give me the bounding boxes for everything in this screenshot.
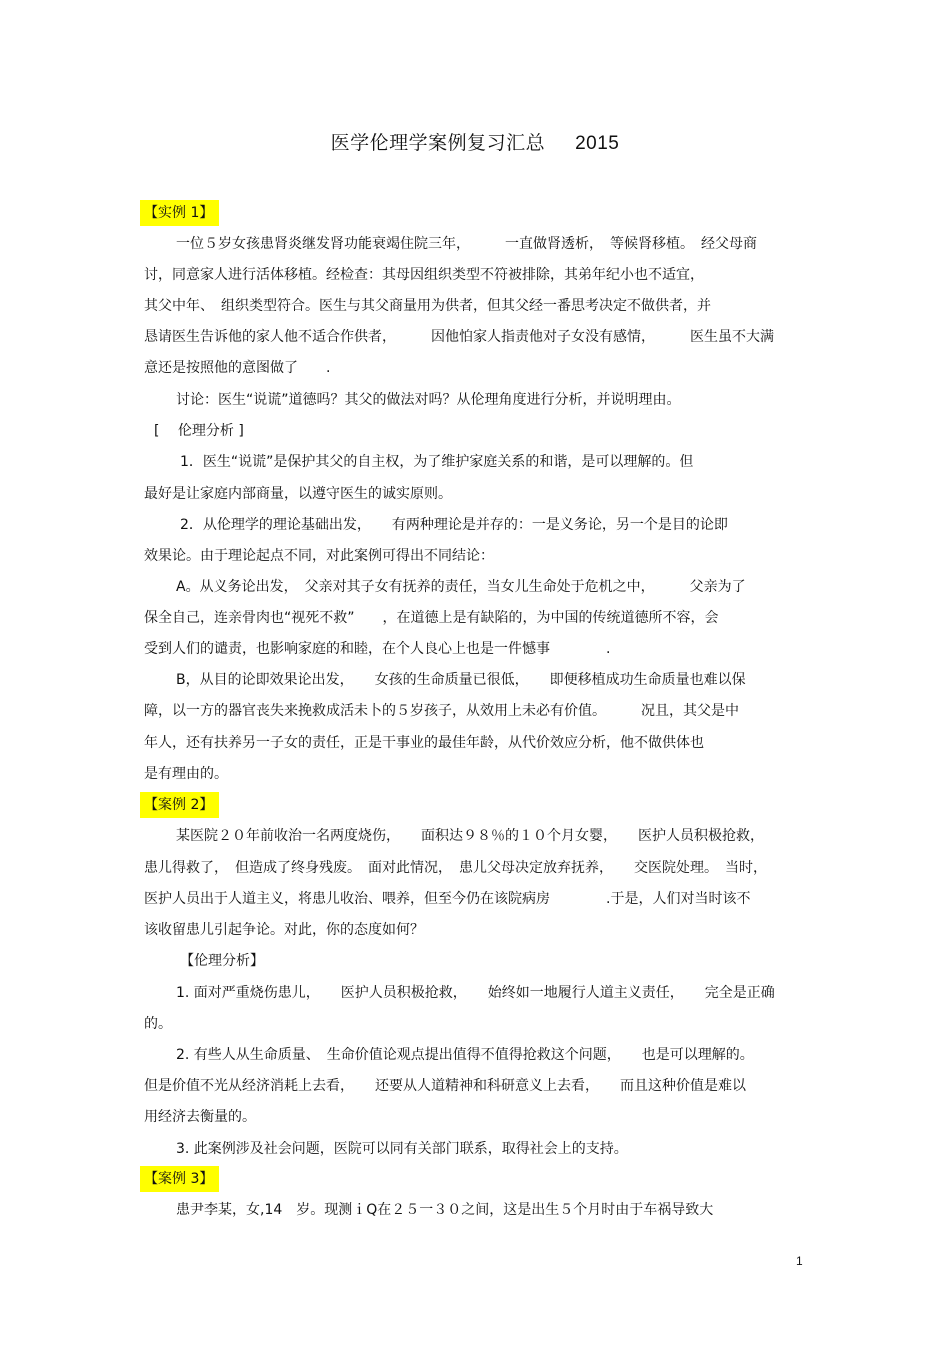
paragraph-line: 一位５岁女孩患肾炎继发肾功能衰竭住院三年， 一直做肾透析， 等候肾移植。 经父母商 bbox=[176, 236, 757, 252]
analysis-heading: [ 伦理分析 ] bbox=[154, 423, 244, 439]
page-number: 1 bbox=[796, 1254, 803, 1268]
paragraph-line: 3. 此案例涉及社会问题，医院可以同有关部门联系，取得社会上的支持。 bbox=[176, 1141, 628, 1157]
paragraph-line: 恳请医生告诉他的家人他不适合作供者， 因他怕家人指责他对子女没有感情， 医生虽不大满 bbox=[144, 329, 774, 345]
paragraph-line: 患儿得救了， 但造成了终身残废。 面对此情况， 患儿父母决定放弃抚养， 交医院处理。 当时， bbox=[144, 860, 767, 876]
case-2-tag: 【案例 2】 bbox=[140, 792, 219, 818]
paragraph-line: 意还是按照他的意图做了 . bbox=[144, 360, 331, 376]
paragraph-line: 用经济去衡量的。 bbox=[144, 1109, 256, 1125]
paragraph-line: 最好是让家庭内部商量，以遵守医生的诚实原则。 bbox=[144, 486, 452, 502]
paragraph-line: 的。 bbox=[144, 1016, 172, 1032]
paragraph-line: 其父中年、 组织类型符合。医生与其父商量用为供者，但其父经一番思考决定不做供者，并 bbox=[144, 298, 711, 314]
paragraph-line: 该收留患儿引起争论。对此，你的态度如何？ bbox=[144, 922, 424, 938]
paragraph-line: 受到人们的谴责，也影响家庭的和睦，在个人良心上也是一件憾事 . bbox=[144, 641, 611, 657]
paragraph-line: B，从目的论即效果论出发， 女孩的生命质量已很低， 即便移植成功生命质量也难以保 bbox=[176, 672, 746, 688]
paragraph-line: 1．医生“说谎”是保护其父的自主权，为了维护家庭关系的和谐，是可以理解的。但 bbox=[180, 454, 694, 470]
analysis-heading: 【伦理分析】 bbox=[180, 953, 264, 969]
paragraph-line: 患尹李某，女,14 岁。现测ｉQ在２５一３０之间，这是出生５个月时由于车祸导致大 bbox=[176, 1202, 714, 1218]
paragraph-line: 效果论。由于理论起点不同，对此案例可得出不同结论： bbox=[144, 548, 494, 564]
case-3-tag: 【案例 3】 bbox=[140, 1166, 219, 1192]
paragraph-line: 保全自己，连亲骨肉也“视死不救” ，在道德上是有缺陷的，为中国的传统道德所不容，会 bbox=[144, 610, 719, 626]
paragraph-line: A。从义务论出发， 父亲对其子女有抚养的责任，当女儿生命处于危机之中， 父亲为了 bbox=[176, 579, 746, 595]
title-text: 医学伦理学案例复习汇总 bbox=[330, 132, 546, 154]
paragraph-line: 2. 有些人从生命质量、 生命价值论观点提出值得不值得抢救这个问题， 也是可以理解的。 bbox=[176, 1047, 754, 1063]
discussion-question: 讨论：医生“说谎”道德吗？其父的做法对吗？从伦理角度进行分析，并说明理由。 bbox=[176, 392, 681, 408]
paragraph-line: 年人，还有扶养另一子女的责任，正是干事业的最佳年龄，从代价效应分析，他不做供体也 bbox=[144, 735, 704, 751]
case-1-tag: 【实例 1】 bbox=[140, 200, 219, 226]
paragraph-line: 但是价值不光从经济消耗上去看， 还要从人道精神和科研意义上去看， 而且这种价值是难以 bbox=[144, 1078, 746, 1094]
paragraph-line: 障，以一方的器官丧失来挽救成活未卜的５岁孩子，从效用上未必有价值。 况且，其父是中 bbox=[144, 703, 739, 719]
paragraph-line: 1. 面对严重烧伤患儿， 医护人员积极抢救， 始终如一地履行人道主义责任， 完全是正确 bbox=[176, 985, 775, 1001]
paragraph-line: 医护人员出于人道主义，将患儿收治、喂养，但至今仍在该院病房 .于是，人们对当时该不 bbox=[144, 891, 751, 907]
document-title bbox=[0, 128, 950, 155]
paragraph-line: 某医院２０年前收治一名两度烧伤， 面积达９８％的１０个月女婴， 医护人员积极抢救， bbox=[176, 828, 764, 844]
title-year: 2015 bbox=[575, 133, 620, 154]
paragraph-line: 讨，同意家人进行活体移植。经检查：其母因组织类型不符被排除，其弟年纪小也不适宜， bbox=[144, 267, 704, 283]
paragraph-line: 是有理由的。 bbox=[144, 766, 228, 782]
paragraph-line: 2．从伦理学的理论基础出发， 有两种理论是并存的：一是义务论，另一个是目的论即 bbox=[180, 517, 728, 533]
